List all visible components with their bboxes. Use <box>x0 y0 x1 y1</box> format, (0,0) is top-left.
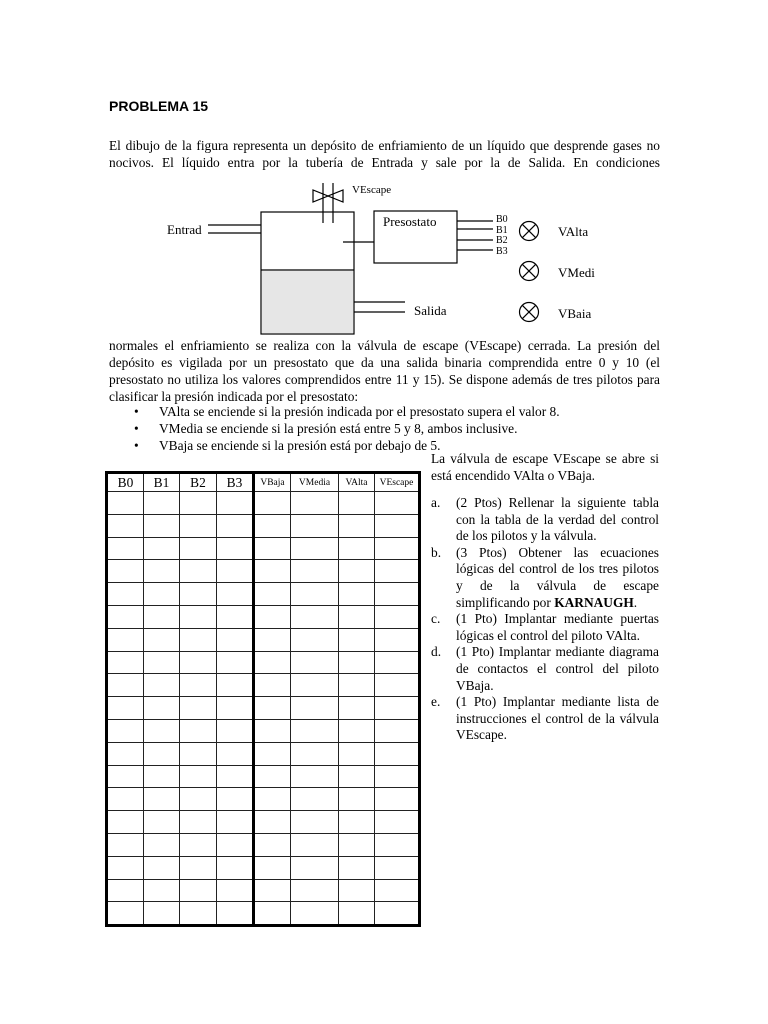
table-row <box>107 583 420 606</box>
table-cell[interactable] <box>144 765 180 788</box>
table-cell[interactable] <box>339 902 375 926</box>
table-cell[interactable] <box>180 628 217 651</box>
table-cell[interactable] <box>217 811 254 834</box>
task-item: e. (1 Pto) Implantar mediante lista de instrucciones el control de la válvula VEscape. <box>431 694 659 743</box>
pilot-rules-list <box>109 403 660 454</box>
bit-labels <box>496 215 508 257</box>
table-cell[interactable] <box>144 719 180 742</box>
table-cell[interactable] <box>217 651 254 674</box>
table-cell[interactable] <box>180 856 217 879</box>
table-cell[interactable] <box>339 811 375 834</box>
table-cell[interactable] <box>144 514 180 537</box>
table-cell[interactable] <box>375 697 420 720</box>
table-cell[interactable] <box>254 651 291 674</box>
table-cell[interactable] <box>144 651 180 674</box>
outlet-label: Salida <box>414 303 447 318</box>
table-cell[interactable] <box>217 856 254 879</box>
valve-rule-note: La válvula de escape VEscape se abre si está encendido VAlta o VBaja. <box>431 451 659 483</box>
table-cell[interactable] <box>144 674 180 697</box>
table-cell[interactable] <box>180 674 217 697</box>
table-row <box>107 765 420 788</box>
table-cell[interactable] <box>339 879 375 902</box>
lamp-icon-vmedia <box>520 262 539 281</box>
table-cell[interactable] <box>339 583 375 606</box>
bit-label: B1 <box>496 224 508 236</box>
body-paragraph: normales el enfriamiento se realiza con la válvula de escape (VEscape) cerrada. La presión del depósito es vigilada por un presostato que da una salida binaria comprendida entre 0 y 10 (el presostato no utiliza los valores comprendidos entre 11 y 15). Se dispone además de tres pilotos para clasificar la presión indicada por el presostato: <box>109 338 660 404</box>
bullet-icon: • <box>134 404 139 419</box>
table-cell[interactable] <box>339 674 375 697</box>
table-cell[interactable] <box>180 605 217 628</box>
table-cell[interactable] <box>339 537 375 560</box>
bullet-icon: • <box>134 421 139 436</box>
table-cell[interactable] <box>339 628 375 651</box>
lamp-label-vbaja: VBaia <box>558 306 592 321</box>
table-cell[interactable] <box>291 833 339 856</box>
intro-paragraph: El dibujo de la figura representa un depósito de enfriamiento de un líquido que desprende gases no nocivos. El líquido entra por la tubería de Entrada y sale por la de Salida. En condiciones <box>109 138 660 170</box>
table-cell[interactable] <box>144 902 180 926</box>
table-cell[interactable] <box>375 651 420 674</box>
table-cell[interactable] <box>375 628 420 651</box>
table-cell[interactable] <box>107 605 144 628</box>
table-cell[interactable] <box>375 879 420 902</box>
lamp-icon-valta <box>520 222 539 241</box>
table-cell[interactable] <box>375 856 420 879</box>
table-cell[interactable] <box>217 492 254 515</box>
table-cell[interactable] <box>217 537 254 560</box>
table-row <box>107 811 420 834</box>
table-cell[interactable] <box>180 902 217 926</box>
tank-diagram <box>150 178 650 338</box>
valve-icon <box>313 190 328 202</box>
table-cell[interactable] <box>291 765 339 788</box>
table-cell[interactable] <box>291 651 339 674</box>
table-cell[interactable] <box>254 856 291 879</box>
task-item: c. (1 Pto) Implantar mediante puertas lógicas el control del piloto VAlta. <box>431 611 659 643</box>
table-cell[interactable] <box>144 492 180 515</box>
table-cell[interactable] <box>144 605 180 628</box>
truth-table <box>105 471 421 927</box>
bit-label: B2 <box>496 235 508 246</box>
table-cell[interactable] <box>339 514 375 537</box>
table-cell[interactable] <box>339 833 375 856</box>
table-cell[interactable] <box>144 583 180 606</box>
table-row <box>107 856 420 879</box>
table-cell[interactable] <box>375 674 420 697</box>
task-list <box>431 495 659 744</box>
table-cell[interactable] <box>375 788 420 811</box>
table-cell[interactable] <box>144 788 180 811</box>
table-cell[interactable] <box>339 560 375 583</box>
col-header-b1: B1 <box>144 473 180 492</box>
liquid-fill <box>262 271 353 333</box>
table-row <box>107 537 420 560</box>
table-cell[interactable] <box>254 537 291 560</box>
table-cell[interactable] <box>339 742 375 765</box>
table-cell[interactable] <box>254 788 291 811</box>
table-cell[interactable] <box>144 697 180 720</box>
table-cell[interactable] <box>254 492 291 515</box>
table-cell[interactable] <box>339 719 375 742</box>
table-cell[interactable] <box>254 583 291 606</box>
lamp-icon-vbaja <box>520 303 539 322</box>
table-cell[interactable] <box>375 902 420 926</box>
table-cell[interactable] <box>107 742 144 765</box>
table-cell[interactable] <box>339 765 375 788</box>
table-cell[interactable] <box>107 833 144 856</box>
truth-table-body <box>107 492 420 926</box>
table-row <box>107 674 420 697</box>
table-cell[interactable] <box>217 674 254 697</box>
table-cell[interactable] <box>217 765 254 788</box>
table-cell[interactable] <box>144 628 180 651</box>
table-cell[interactable] <box>375 514 420 537</box>
bullet-icon: • <box>134 438 139 453</box>
table-row <box>107 902 420 926</box>
table-cell[interactable] <box>217 879 254 902</box>
table-cell[interactable] <box>144 856 180 879</box>
table-cell[interactable] <box>291 674 339 697</box>
list-item: • VBaja se enciende si la presión está por debajo de 5. <box>134 438 441 453</box>
table-row <box>107 742 420 765</box>
table-cell[interactable] <box>375 811 420 834</box>
table-cell[interactable] <box>180 879 217 902</box>
bit-label: B0 <box>496 214 508 225</box>
table-cell[interactable] <box>375 719 420 742</box>
table-cell[interactable] <box>107 514 144 537</box>
table-row <box>107 697 420 720</box>
table-cell[interactable] <box>144 811 180 834</box>
table-cell[interactable] <box>291 514 339 537</box>
table-cell[interactable] <box>180 514 217 537</box>
table-cell[interactable] <box>339 492 375 515</box>
table-cell[interactable] <box>217 560 254 583</box>
valve-label: VEscape <box>352 184 392 196</box>
table-cell[interactable] <box>254 697 291 720</box>
col-header-vmedia: VMedia <box>291 473 339 492</box>
table-cell[interactable] <box>217 788 254 811</box>
table-cell[interactable] <box>291 560 339 583</box>
lamp-label-vmedia: VMedi <box>558 265 595 280</box>
table-cell[interactable] <box>291 879 339 902</box>
table-cell[interactable] <box>107 902 144 926</box>
table-cell[interactable] <box>144 879 180 902</box>
table-cell[interactable] <box>254 514 291 537</box>
table-cell[interactable] <box>375 492 420 515</box>
table-cell[interactable] <box>254 628 291 651</box>
table-cell[interactable] <box>254 719 291 742</box>
table-cell[interactable] <box>375 537 420 560</box>
table-cell[interactable] <box>180 651 217 674</box>
table-cell[interactable] <box>254 902 291 926</box>
table-cell[interactable] <box>291 856 339 879</box>
table-cell[interactable] <box>254 765 291 788</box>
table-cell[interactable] <box>254 674 291 697</box>
table-cell[interactable] <box>180 719 217 742</box>
table-header-row <box>107 473 420 492</box>
table-cell[interactable] <box>291 811 339 834</box>
table-cell[interactable] <box>217 583 254 606</box>
table-row <box>107 605 420 628</box>
table-cell[interactable] <box>107 628 144 651</box>
table-cell[interactable] <box>291 902 339 926</box>
table-cell[interactable] <box>291 537 339 560</box>
table-row <box>107 833 420 856</box>
table-cell[interactable] <box>180 833 217 856</box>
table-cell[interactable] <box>339 856 375 879</box>
table-cell[interactable] <box>217 833 254 856</box>
table-cell[interactable] <box>291 788 339 811</box>
col-header-vescape: VEscape <box>375 473 420 492</box>
table-cell[interactable] <box>339 605 375 628</box>
table-row <box>107 560 420 583</box>
table-cell[interactable] <box>107 879 144 902</box>
table-cell[interactable] <box>375 605 420 628</box>
table-row <box>107 628 420 651</box>
table-cell[interactable] <box>180 788 217 811</box>
table-cell[interactable] <box>144 560 180 583</box>
table-cell[interactable] <box>107 697 144 720</box>
table-cell[interactable] <box>217 697 254 720</box>
task-item: a. (2 Ptos) Rellenar la siguiente tabla con la tabla de la verdad del control de los pilotos y la válvula. <box>431 495 659 544</box>
table-cell[interactable] <box>217 719 254 742</box>
table-cell[interactable] <box>217 605 254 628</box>
table-cell[interactable] <box>144 742 180 765</box>
table-cell[interactable] <box>291 697 339 720</box>
table-row <box>107 651 420 674</box>
table-cell[interactable] <box>107 560 144 583</box>
table-cell[interactable] <box>291 583 339 606</box>
table-cell[interactable] <box>144 537 180 560</box>
table-row <box>107 719 420 742</box>
table-cell[interactable] <box>375 833 420 856</box>
table-cell[interactable] <box>180 560 217 583</box>
col-header-b0: B0 <box>107 473 144 492</box>
table-cell[interactable] <box>107 788 144 811</box>
lamp-label-valta: VAlta <box>558 224 589 239</box>
table-cell[interactable] <box>291 492 339 515</box>
list-item: • VMedia se enciende si la presión está entre 5 y 8, ambos inclusive. <box>134 421 518 436</box>
table-cell[interactable] <box>180 537 217 560</box>
problem-title: PROBLEMA 15 <box>109 98 209 114</box>
table-cell[interactable] <box>180 492 217 515</box>
table-cell[interactable] <box>107 811 144 834</box>
table-cell[interactable] <box>375 742 420 765</box>
sensor-label: Presostato <box>383 214 437 229</box>
table-cell[interactable] <box>180 765 217 788</box>
table-cell[interactable] <box>217 628 254 651</box>
table-cell[interactable] <box>144 833 180 856</box>
table-cell[interactable] <box>254 605 291 628</box>
table-cell[interactable] <box>180 811 217 834</box>
table-cell[interactable] <box>107 537 144 560</box>
table-cell[interactable] <box>339 788 375 811</box>
table-cell[interactable] <box>339 651 375 674</box>
table-row <box>107 879 420 902</box>
table-cell[interactable] <box>180 697 217 720</box>
table-cell[interactable] <box>107 651 144 674</box>
col-header-valta: VAlta <box>339 473 375 492</box>
table-cell[interactable] <box>107 674 144 697</box>
table-cell[interactable] <box>339 697 375 720</box>
table-cell[interactable] <box>375 765 420 788</box>
table-cell[interactable] <box>180 742 217 765</box>
table-cell[interactable] <box>254 560 291 583</box>
table-cell[interactable] <box>107 492 144 515</box>
table-cell[interactable] <box>254 879 291 902</box>
table-cell[interactable] <box>291 628 339 651</box>
karnaugh-keyword: KARNAUGH <box>554 594 634 610</box>
bit-label: B3 <box>496 245 508 257</box>
table-cell[interactable] <box>375 583 420 606</box>
task-item: d. (1 Pto) Implantar mediante diagrama de contactos el control del piloto VBaja. <box>431 644 659 693</box>
col-header-vbaja: VBaja <box>254 473 291 492</box>
task-item: b. (3 Ptos) Obtener las ecuaciones lógicas del control de los tres pilotos y de la válvula de escape simplificando por KARNAUGH. <box>431 544 659 610</box>
col-header-b2: B2 <box>180 473 217 492</box>
table-cell[interactable] <box>107 719 144 742</box>
table-row <box>107 492 420 515</box>
table-cell[interactable] <box>254 742 291 765</box>
table-row <box>107 788 420 811</box>
table-cell[interactable] <box>254 811 291 834</box>
col-header-b3: B3 <box>217 473 254 492</box>
table-cell[interactable] <box>107 765 144 788</box>
table-cell[interactable] <box>217 742 254 765</box>
list-item: • VAlta se enciende si la presión indicada por el presostato supera el valor 8. <box>134 404 560 419</box>
table-row <box>107 514 420 537</box>
table-cell[interactable] <box>375 560 420 583</box>
table-cell[interactable] <box>107 856 144 879</box>
table-cell[interactable] <box>180 583 217 606</box>
table-cell[interactable] <box>291 605 339 628</box>
table-cell[interactable] <box>217 514 254 537</box>
table-cell[interactable] <box>217 902 254 926</box>
table-cell[interactable] <box>107 583 144 606</box>
table-cell[interactable] <box>291 719 339 742</box>
table-cell[interactable] <box>254 833 291 856</box>
table-cell[interactable] <box>291 742 339 765</box>
inlet-label: Entrad <box>167 222 202 237</box>
